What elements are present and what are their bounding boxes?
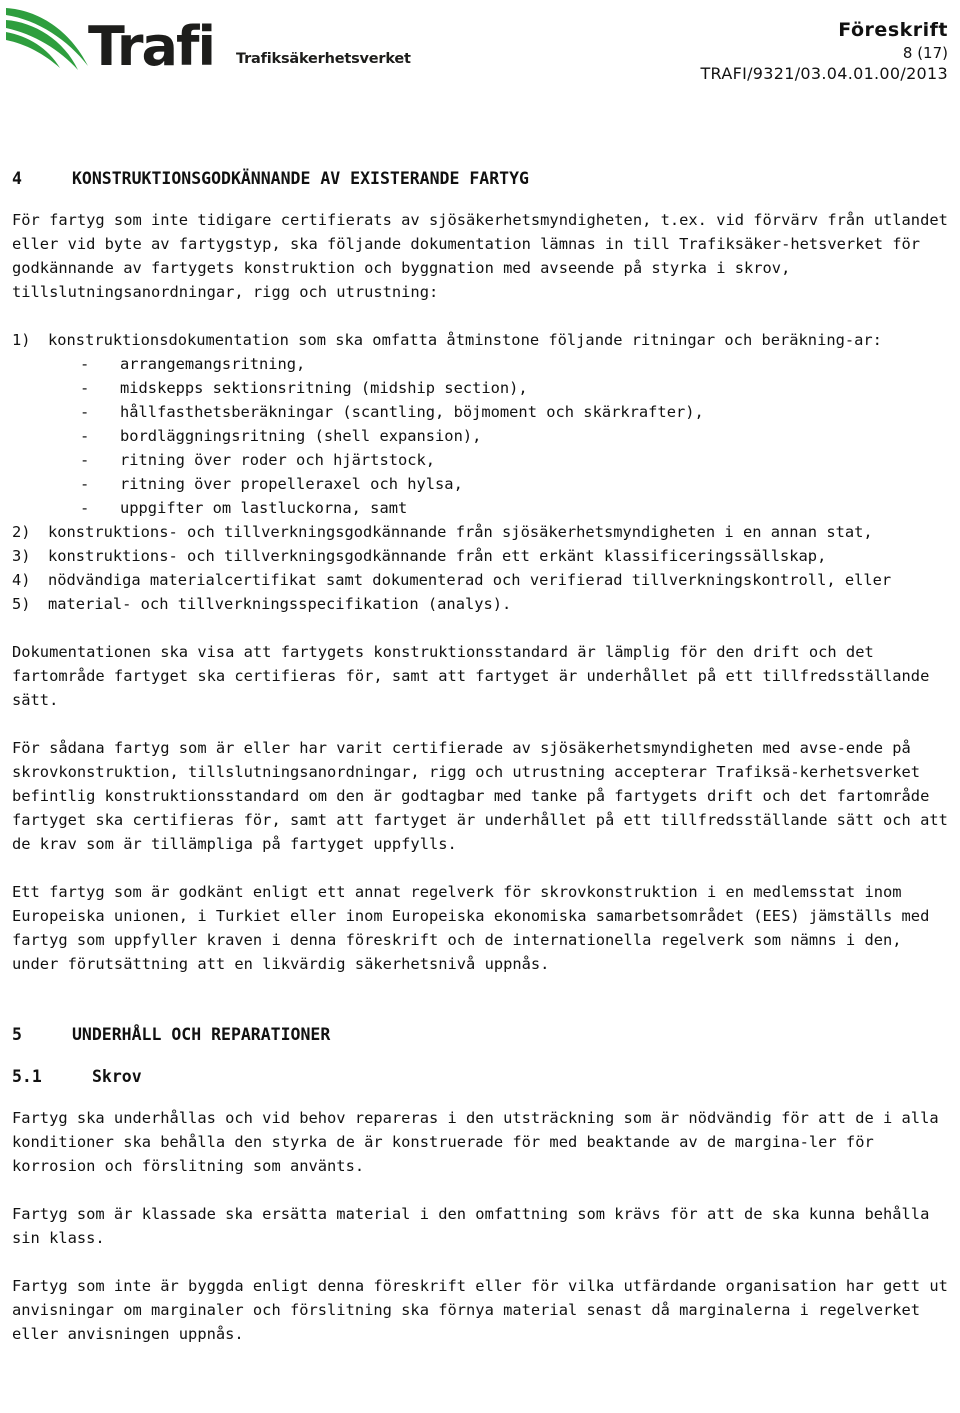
paragraph: Fartyg som är klassade ska ersätta material i den omfattning som krävs för att de ska kunna behålla sin klass. [12, 1205, 930, 1247]
dash-marker: - [80, 379, 90, 397]
paragraph-intro: För fartyg som inte tidigare certifierats av sjösäkerhetsmyndigheten, t.ex. vid förvärv från utlandet eller vid byte av fartygstyp, ska följande dokumentation lämnas in till Trafiksäker-hetsverket för godkännande av fartygets konstruktion och byggnation med avseende på styrka i skrov, tillslutningsanordningar, rigg och utrustning: [12, 211, 948, 301]
subsection-heading-5-1 [12, 1064, 952, 1090]
sub-list-item-text: midskepps sektionsritning (midship section), [120, 379, 528, 397]
list-item-text: nödvändiga materialcertifikat samt dokumenterad och verifierad tillverkningskontroll, eller [48, 571, 892, 589]
sub-list-item-text: hållfasthetsberäkningar (scantling, böjmoment och skärkrafter), [120, 403, 704, 421]
list-item-text: material- och tillverkningsspecifikation (analys). [48, 595, 512, 613]
document-type: Föreskrift [838, 19, 948, 41]
header-meta [700, 18, 948, 84]
section-heading-4 [12, 166, 952, 192]
section-title: UNDERHÅLL OCH REPARATIONER [72, 1025, 331, 1044]
sub-list-item [12, 352, 952, 376]
dash-marker: - [80, 499, 90, 517]
sub-list-item [12, 472, 952, 496]
paragraph: Fartyg som inte är byggda enligt denna föreskrift eller för vilka utfärdande organisation har gett ut anvisningar om marginaler och förslitning ska förnya material senast då marginalerna i regelverket eller anvisningen uppnås. [12, 1277, 948, 1343]
subsection-number: 5.1 [12, 1067, 42, 1086]
sub-list-item [12, 448, 952, 472]
list-item [12, 328, 952, 352]
page-header [0, 0, 960, 110]
sub-list-item [12, 376, 952, 400]
paragraph: Fartyg ska underhållas och vid behov repareras i den utsträckning som är nödvändig för att de i alla konditioner ska behålla den styrka de är konstruerade för med beaktande av de margina-ler för korrosion och förslitning som använts. [12, 1109, 939, 1175]
dash-marker: - [80, 427, 90, 445]
document-reference: TRAFI/9321/03.04.01.00/2013 [700, 64, 948, 83]
list-item [12, 592, 952, 616]
sub-list-item-text: ritning över roder och hjärtstock, [120, 451, 436, 469]
sub-list-item-text: ritning över propelleraxel och hylsa, [120, 475, 463, 493]
document-body [12, 166, 952, 1370]
list-item-number: 2) [12, 523, 31, 541]
paragraph: Ett fartyg som är godkänt enligt ett annat regelverk för skrovkonstruktion i en medlemsstat inom Europeiska unionen, i Turkiet eller inom Europeiska ekonomiska samarbetsområdet (EES) jämställs med fartyg som uppfyller kraven i denna föreskrift och de internationella regelverk som nämns i den, under förutsättning att en likvärdig säkerhetsnivå uppnås. [12, 883, 930, 973]
numbered-list [12, 328, 952, 616]
subsection-title: Skrov [92, 1067, 142, 1086]
list-item-number: 1) [12, 331, 31, 349]
list-item-number: 3) [12, 547, 31, 565]
sub-list-item [12, 400, 952, 424]
section-heading-5 [12, 1022, 952, 1048]
list-item [12, 520, 952, 544]
list-item-text: konstruktions- och tillverkningsgodkännande från ett erkänt klassificeringssällskap, [48, 547, 827, 565]
section-title: KONSTRUKTIONSGODKÄNNANDE AV EXISTERANDE FARTYG [72, 169, 529, 188]
list-item-number: 5) [12, 595, 31, 613]
list-item [12, 544, 952, 568]
trafi-logo [4, 6, 411, 78]
list-item-number: 4) [12, 571, 31, 589]
logo-subtitle: Trafiksäkerhetsverket [236, 51, 411, 67]
sub-list-item-text: arrangemangsritning, [120, 355, 306, 373]
page-number: 8 (17) [902, 44, 948, 62]
sub-list-item [12, 496, 952, 520]
sub-list-item [12, 424, 952, 448]
dash-marker: - [80, 403, 90, 421]
section-number: 4 [12, 169, 22, 188]
dash-marker: - [80, 355, 90, 373]
trafi-swoosh-logo-icon [4, 6, 94, 76]
list-item-text: konstruktions- och tillverkningsgodkännande från sjösäkerhetsmyndigheten i en annan stat, [48, 523, 873, 541]
paragraph: Dokumentationen ska visa att fartygets konstruktionsstandard är lämplig för den drift och det fartområde fartyget ska certifieras för, samt att fartyget är underhållet på ett tillfredsställande sätt. [12, 643, 930, 709]
logo-wordmark: Trafi [88, 15, 214, 78]
list-item-text: konstruktionsdokumentation som ska omfatta åtminstone följande ritningar och beräkning-ar: [48, 331, 882, 349]
dash-marker: - [80, 451, 90, 469]
sub-list-item-text: bordläggningsritning (shell expansion), [120, 427, 482, 445]
list-item [12, 568, 952, 592]
paragraph: För sådana fartyg som är eller har varit certifierade av sjösäkerhetsmyndigheten med avse-ende på skrovkonstruktion, tillslutningsanordningar, rigg och utrustning accepterar Trafiksä-kerhetsverket befintlig konstruktionsstandard om den är godtagbar med tanke på fartygets drift och det fartområde fartyget ska certifieras för, samt att fartyget är underhållet på ett tillfredsställande sätt och att de krav som är tillämpliga på fartyget uppfylls. [12, 739, 948, 853]
sub-list-item-text: uppgifter om lastluckorna, samt [120, 499, 408, 517]
dash-marker: - [80, 475, 90, 493]
section-number: 5 [12, 1025, 22, 1044]
